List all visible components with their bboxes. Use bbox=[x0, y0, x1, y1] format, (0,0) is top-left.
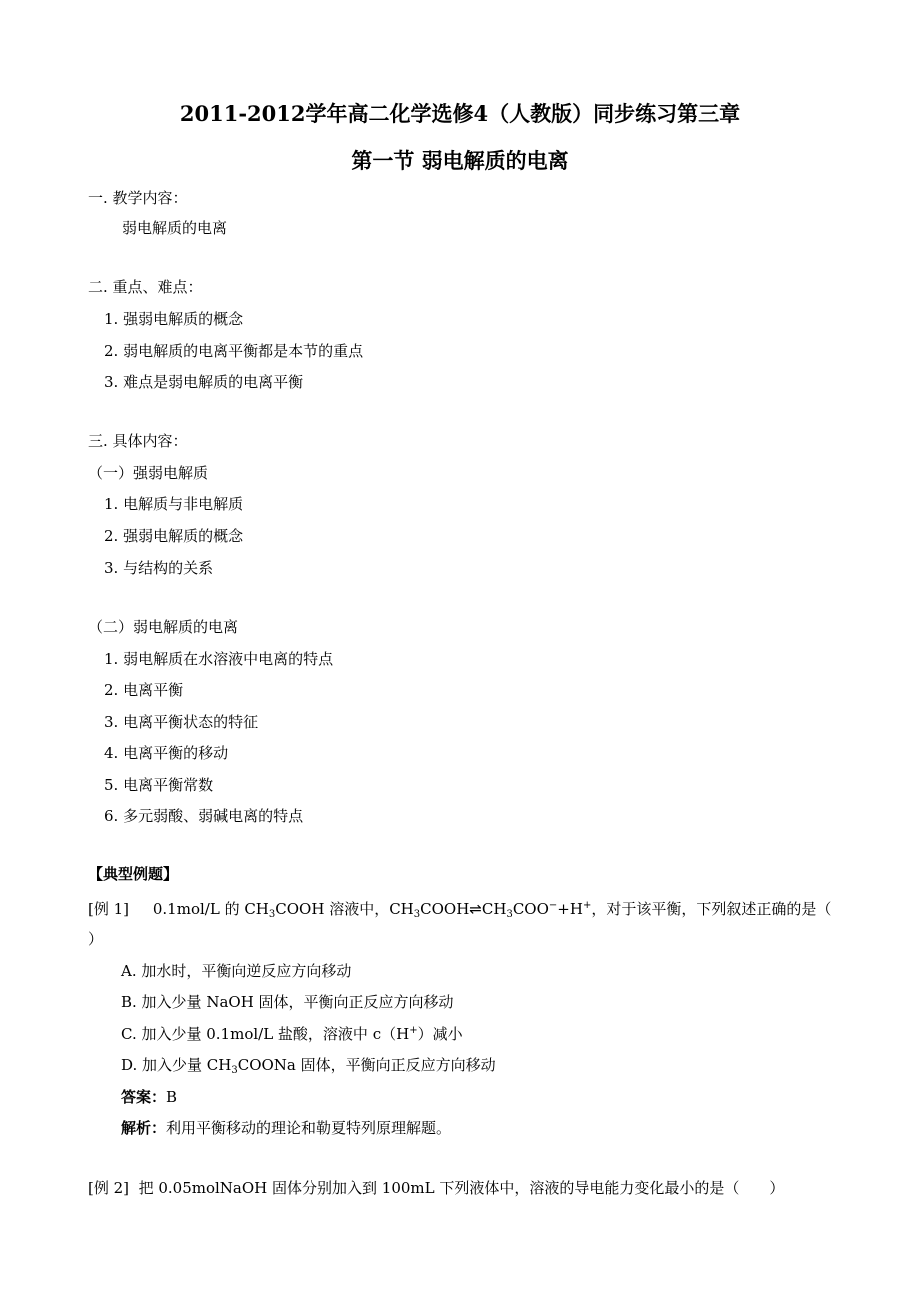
example2-label: [例 2] bbox=[88, 1179, 130, 1197]
equilibrium-arrow-icon: ⇌ bbox=[469, 900, 482, 918]
list-item: 5. 电离平衡常数 bbox=[104, 776, 214, 794]
option-d: D. 加入少量 $CH_3COONa$ 固体，平衡向正反应方向移动 bbox=[121, 1056, 496, 1076]
list-item: 2. 强弱电解质的概念 bbox=[104, 527, 244, 545]
section1-heading: 一. 教学内容： bbox=[88, 189, 188, 207]
examples-heading: 【典型例题】 bbox=[88, 865, 179, 883]
list-item: 3. 与结构的关系 bbox=[104, 559, 214, 577]
section2-heading: 二. 重点、难点： bbox=[88, 278, 203, 296]
analysis bbox=[121, 1118, 451, 1138]
example1-label: [例 1] bbox=[88, 900, 130, 918]
answer-label: 答案： bbox=[121, 1088, 167, 1106]
option-a: A. 加水时，平衡向逆反应方向移动 bbox=[121, 962, 352, 980]
analysis-text: 利用平衡移动的理论和勒夏特列原理解题。 bbox=[166, 1119, 452, 1137]
option-b: B. 加入少量 NaOH 固体，平衡向正反应方向移动 bbox=[121, 993, 454, 1011]
list-item: 1. 弱电解质在水溶液中电离的特点 bbox=[104, 650, 334, 668]
answer bbox=[121, 1087, 177, 1107]
part1-heading: （一）强弱电解质 bbox=[88, 464, 209, 482]
list-item: 3. 难点是弱电解质的电离平衡 bbox=[104, 373, 304, 391]
list-item: 1. 强弱电解质的概念 bbox=[104, 310, 244, 328]
list-item: 1. 电解质与非电解质 bbox=[104, 495, 244, 513]
part2-heading: （二）弱电解质的电离 bbox=[88, 618, 239, 636]
example1-stem-cont: ） bbox=[88, 930, 104, 948]
example2-stem: [例 2] 把 0.05molNaOH 固体分别加入到 100mL 下列液体中，溶液的导电能力变化最小的是（ ） bbox=[88, 1179, 785, 1197]
list-item: 2. 弱电解质的电离平衡都是本节的重点 bbox=[104, 342, 364, 360]
example1-stem: [例 1] 0.1mol/L 的 $CH_3COOH$ 溶液中，$CH_3COOH\rightleftharpoons CH_3COO^-+H^+$，对于该平衡，下列叙述正确的是（ bbox=[88, 900, 832, 920]
list-item: 3. 电离平衡状态的特征 bbox=[104, 713, 259, 731]
section-title: 第一节 弱电解质的电离 bbox=[351, 148, 569, 173]
section1-body: 弱电解质的电离 bbox=[122, 219, 228, 237]
section3-heading: 三. 具体内容： bbox=[88, 432, 188, 450]
list-item: 2. 电离平衡 bbox=[104, 681, 184, 699]
list-item: 4. 电离平衡的移动 bbox=[104, 744, 229, 762]
analysis-label: 解析： bbox=[121, 1119, 167, 1137]
answer-value: B bbox=[166, 1088, 178, 1106]
list-item: 6. 多元弱酸、弱碱电离的特点 bbox=[104, 807, 304, 825]
document-title: 2011-2012学年高二化学选修4（人教版）同步练习第三章 bbox=[179, 101, 741, 126]
option-c: C. 加入少量 0.1mol/L 盐酸，溶液中 c（H+）减小 bbox=[121, 1025, 463, 1043]
